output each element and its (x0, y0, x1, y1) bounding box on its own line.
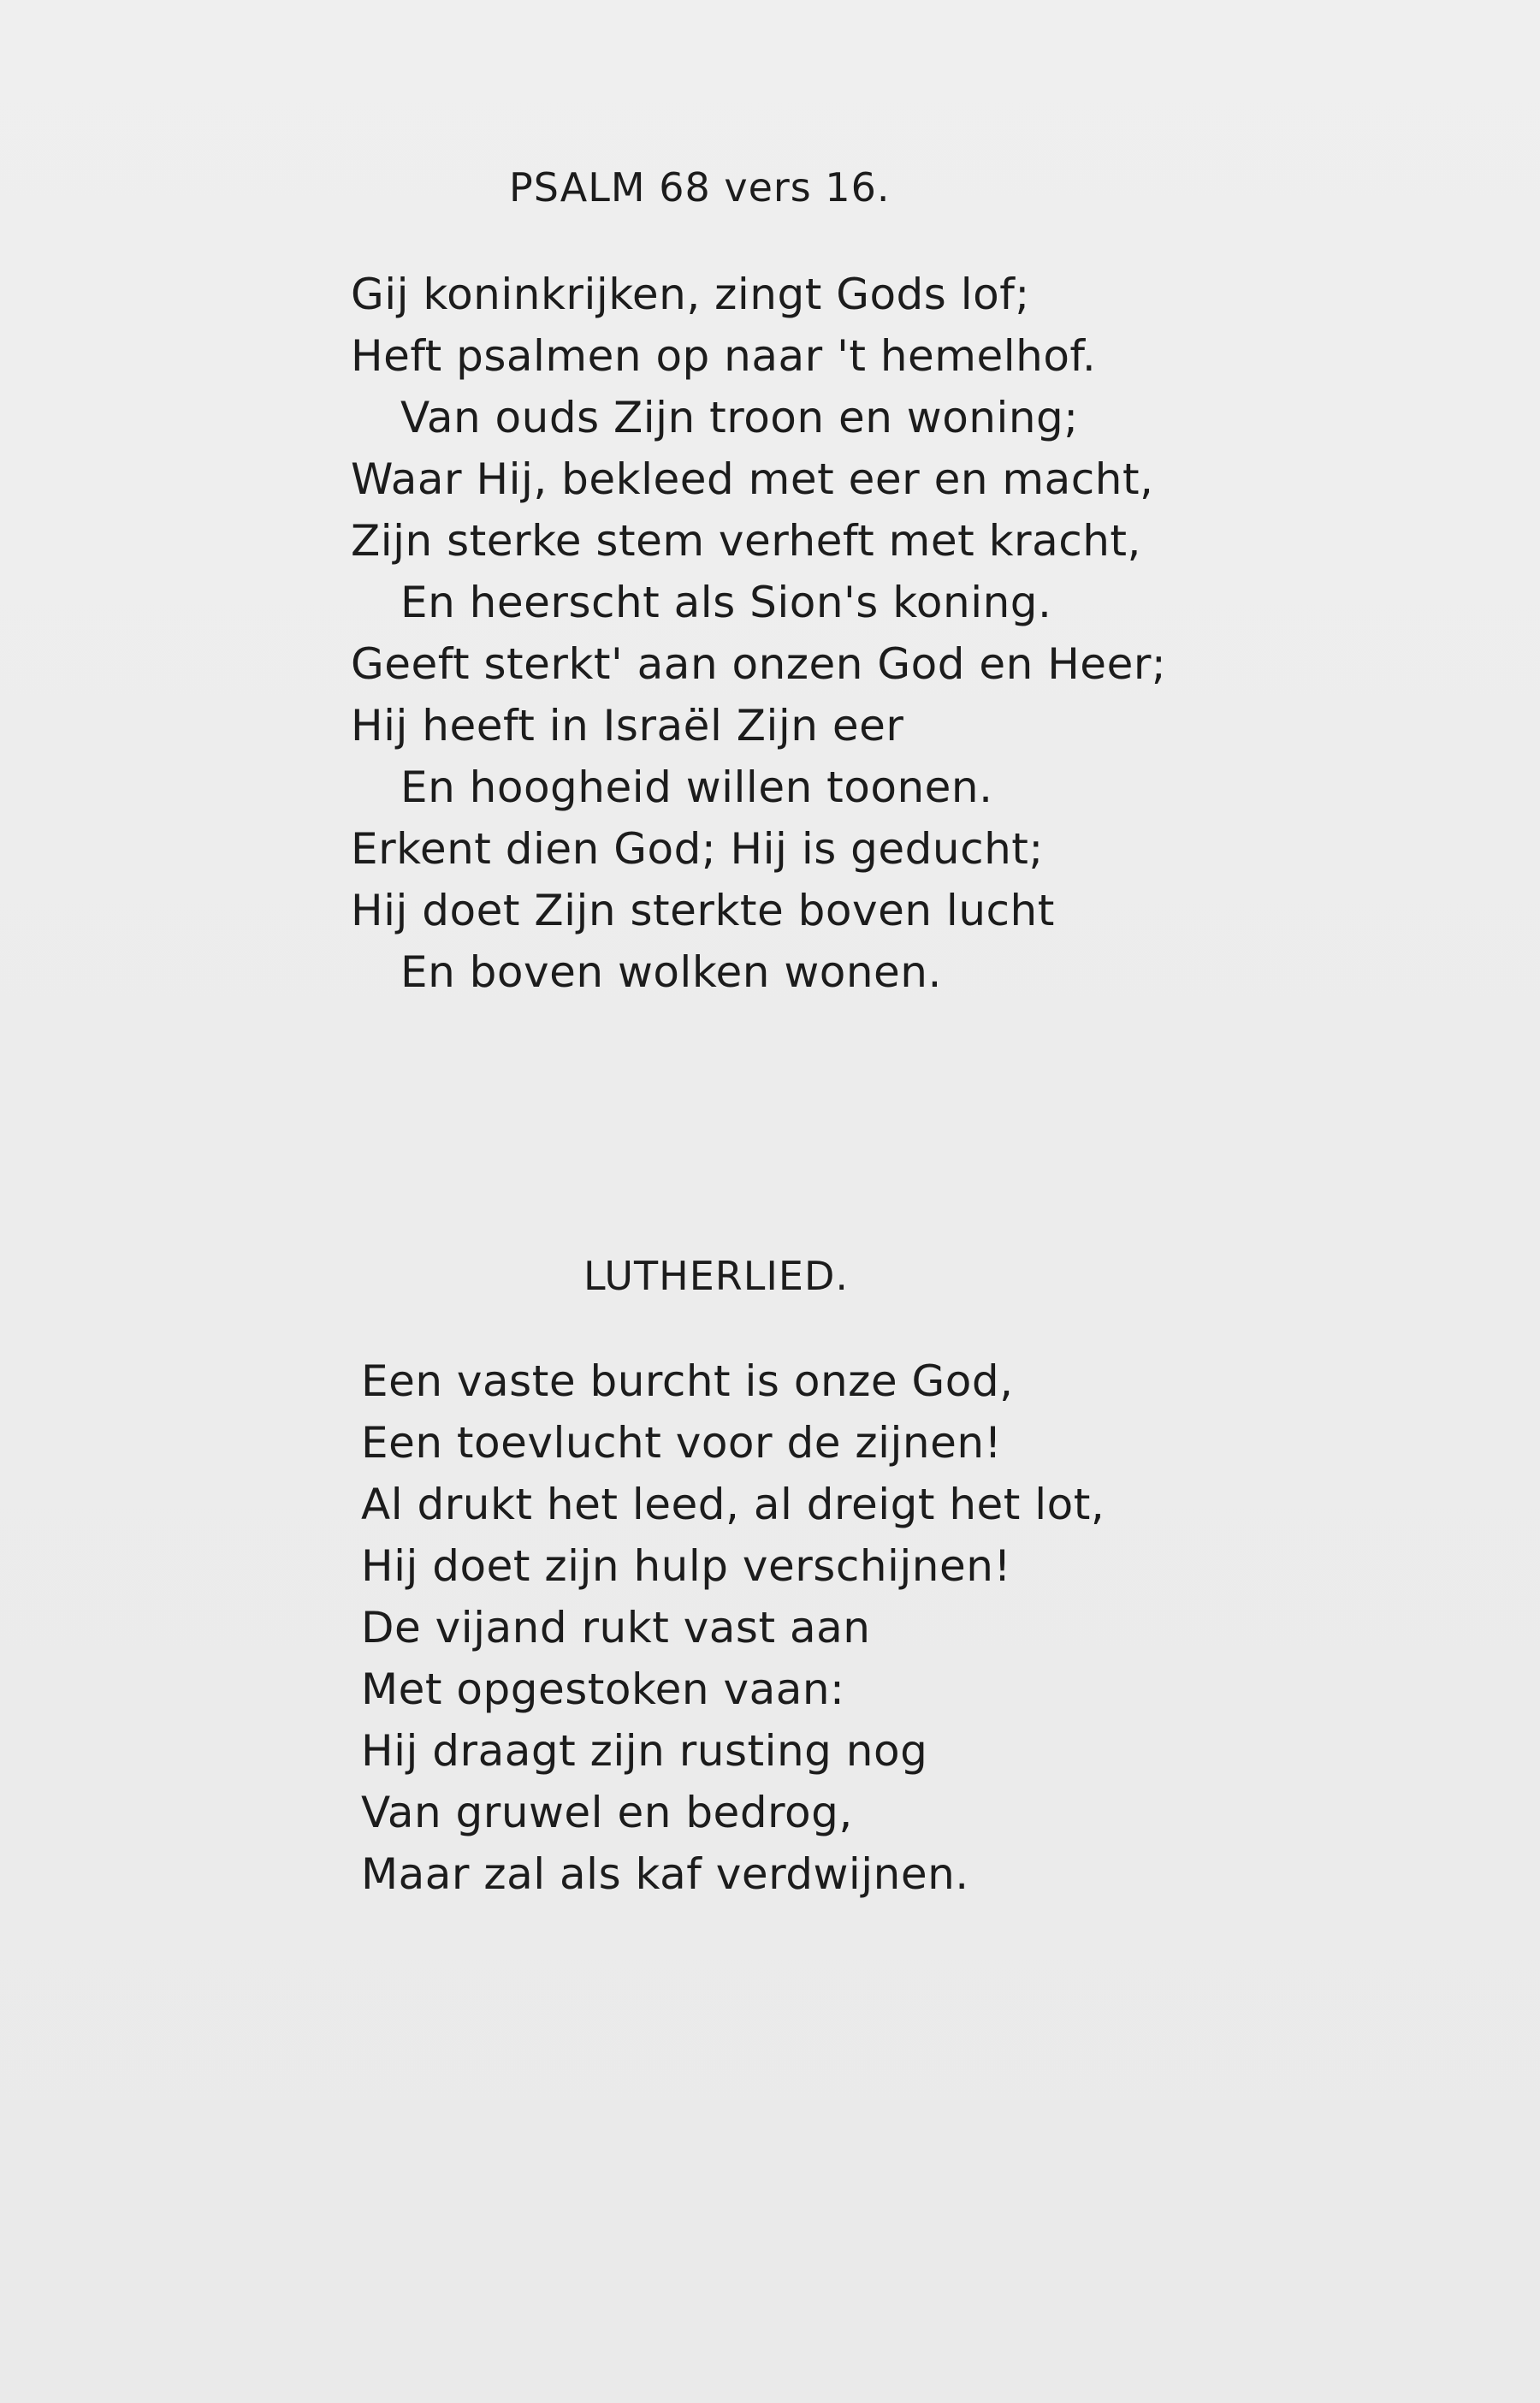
verse-line: Hij heeft in Israël Zijn eer (351, 701, 904, 751)
verse-line: Van ouds Zijn troon en woning; (400, 393, 1079, 442)
psalm-verse (351, 264, 1166, 1003)
verse-line: Zijn sterke stem verheft met kracht, (351, 516, 1141, 566)
verse-line: De vijand rukt vast aan (361, 1603, 871, 1652)
verse-line: Maar zal als kaf verdwijnen. (361, 1849, 969, 1899)
verse-line: Hij draagt zijn rusting nog (361, 1726, 928, 1776)
verse-line: Een vaste burcht is onze God, (361, 1356, 1014, 1406)
verse-line: Hij doet Zijn sterkte boven lucht (351, 886, 1055, 935)
verse-line: Geeft sterkt' aan onzen God en Heer; (351, 639, 1167, 689)
verse-line: En boven wolken wonen. (400, 947, 942, 997)
verse-line: Een toevlucht voor de zijnen! (361, 1418, 1003, 1468)
lutherlied-verse (361, 1350, 1105, 1905)
verse-line: Waar Hij, bekleed met eer en macht, (351, 454, 1154, 504)
verse-line: En heerscht als Sion's koning. (400, 578, 1052, 627)
verse-line: Al drukt het leed, al dreigt het lot, (361, 1480, 1105, 1529)
verse-line: En hoogheid willen toonen. (400, 762, 993, 812)
verse-line: Heft psalmen op naar 't hemelhof. (351, 331, 1097, 381)
verse-line: Erkent dien God; Hij is geducht; (351, 824, 1044, 874)
verse-line: Hij doet zijn hulp verschijnen! (361, 1541, 1011, 1591)
verse-line: Met opgestoken vaan: (361, 1664, 845, 1714)
verse-line: Van gruwel en bedrog, (361, 1788, 853, 1837)
psalm-title: PSALM 68 vers 16. (509, 164, 891, 211)
verse-line: Gij koninkrijken, zingt Gods lof; (351, 270, 1030, 319)
lutherlied-title: LUTHERLIED. (583, 1253, 850, 1299)
